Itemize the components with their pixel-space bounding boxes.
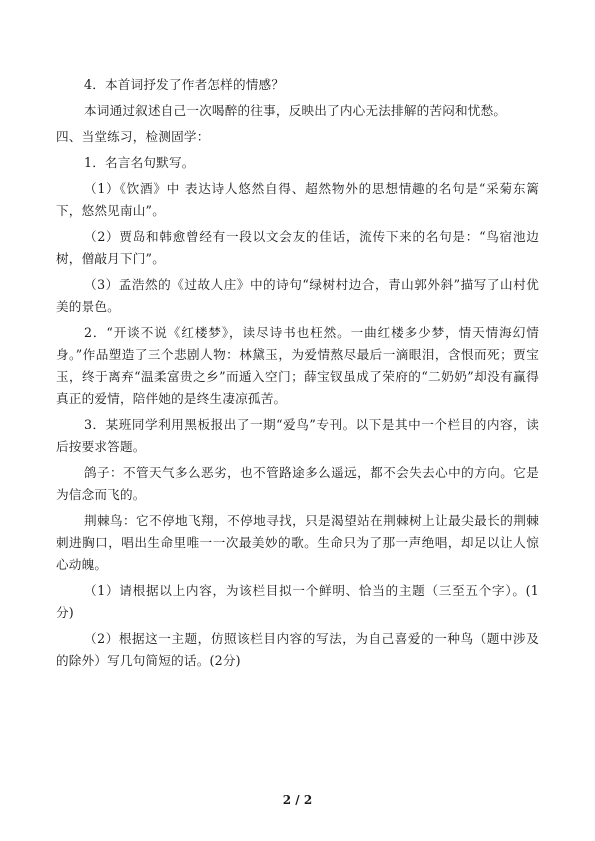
exercise-3-item-1: （1）请根据以上内容，为该栏目拟一个鲜明、恰当的主题（三至五个字）。(1分) xyxy=(56,583,539,620)
answer-4: 本词通过叙述自己一次喝醉的往事，反映出了内心无法排解的苦闷和忧愁。 xyxy=(84,103,507,118)
exercise-2: 2．“开谈不说《红楼梦》，读尽诗书也枉然。一曲红楼多少梦，情天情海幻情身。”作品塑造了三个悲剧人物：林黛玉，为爱情熬尽最后一滴眼泪，含恨而死；贾宝玉，终于离弃“温柔富贵之乡”而遁入空门；薛宝钗虽成了荣府的“二奶奶”却没有赢得真正的爱情，陪伴她的是终生凄凉孤苦。 xyxy=(56,325,539,406)
exercise-3-item-2: （2）根据这一主题，仿照该栏目内容的写法，为自己喜爱的一种鸟（题中涉及的除外）写几句简短的话。(2分) xyxy=(56,631,539,668)
exercise-1-item-1: （1）《饮酒》中 表达诗人悠然自得、超然物外的思想情趣的名句是“采菊东篱下，悠然见南山”。 xyxy=(56,181,539,218)
pigeon-paragraph: 鸽子：不管天气多么恶劣，也不管路途多么遥远，都不会失去心中的方向。它是为信念而飞的。 xyxy=(56,465,539,502)
exercise-3: 3．某班同学利用黑板报出了一期“爱鸟”专刊。以下是其中一个栏目的内容，读后按要求答题。 xyxy=(56,417,539,454)
exercise-1-item-2: （2）贾岛和韩愈曾经有一段以文会友的佳话，流传下来的名句是：“鸟宿池边树，僧敲月下门”。 xyxy=(56,229,539,266)
section-heading-4: 四、当堂练习，检测固学： xyxy=(56,129,210,144)
exercise-1-item-3: （3）孟浩然的《过故人庄》中的诗句“绿树村边合，青山郭外斜”描写了山村优美的景色。 xyxy=(56,277,539,314)
exercise-1-heading: 1．名言名句默写。 xyxy=(84,155,195,170)
document-body xyxy=(56,74,539,676)
thornbird-paragraph: 荆棘鸟：它不停地飞翔，不停地寻找，只是渴望站在荆棘树上让最尖最长的荆棘刺进胸口，唱出生命里唯一一次最美妙的歌。生命只为了那一声绝唱，却足以让人惊心动魄。 xyxy=(56,513,539,572)
page-number: 2 / 2 xyxy=(282,793,313,807)
question-4: 4．本首词抒发了作者怎样的情感？ xyxy=(84,77,285,92)
